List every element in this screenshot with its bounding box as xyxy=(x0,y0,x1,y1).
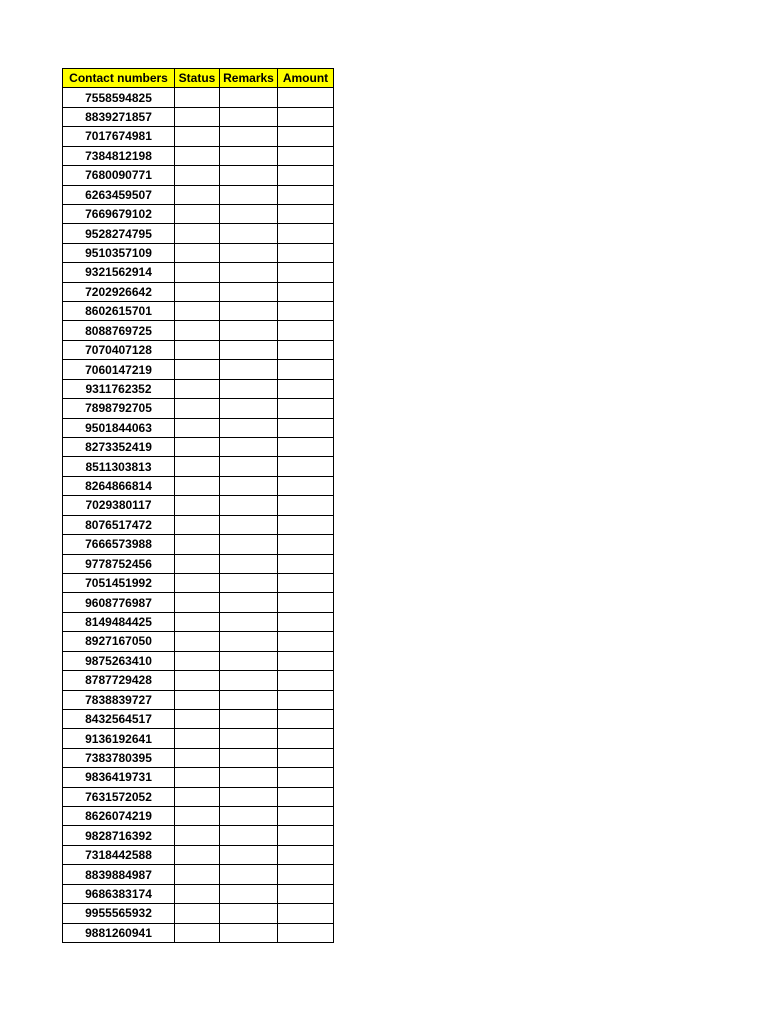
contact-number-cell[interactable]: 7383780395 xyxy=(63,748,175,767)
table-row xyxy=(63,496,334,515)
table-row xyxy=(63,224,334,243)
contact-number-cell[interactable]: 7202926642 xyxy=(63,282,175,301)
contact-number-cell[interactable]: 9321562914 xyxy=(63,263,175,282)
contact-number-cell[interactable]: 9686383174 xyxy=(63,884,175,903)
remarks-cell[interactable] xyxy=(220,379,278,398)
remarks-cell[interactable] xyxy=(220,709,278,728)
remarks-cell[interactable] xyxy=(220,826,278,845)
table-row xyxy=(63,146,334,165)
contact-number-cell[interactable]: 7017674981 xyxy=(63,127,175,146)
remarks-cell[interactable] xyxy=(220,340,278,359)
contact-number-cell[interactable]: 8927167050 xyxy=(63,632,175,651)
status-cell[interactable] xyxy=(175,340,220,359)
remarks-cell[interactable] xyxy=(220,282,278,301)
amount-cell[interactable] xyxy=(278,515,334,534)
contact-number-cell[interactable]: 8839271857 xyxy=(63,107,175,126)
status-cell[interactable] xyxy=(175,923,220,942)
table-row xyxy=(63,399,334,418)
status-cell[interactable] xyxy=(175,263,220,282)
remarks-cell[interactable] xyxy=(220,632,278,651)
amount-cell[interactable] xyxy=(278,243,334,262)
table-row xyxy=(63,865,334,884)
table-row xyxy=(63,185,334,204)
table-row xyxy=(63,476,334,495)
remarks-cell[interactable] xyxy=(220,748,278,767)
table-row xyxy=(63,515,334,534)
amount-cell[interactable] xyxy=(278,709,334,728)
contact-number-cell[interactable]: 7898792705 xyxy=(63,399,175,418)
remarks-cell[interactable] xyxy=(220,146,278,165)
amount-cell[interactable] xyxy=(278,884,334,903)
remarks-cell[interactable] xyxy=(220,302,278,321)
remarks-cell[interactable] xyxy=(220,399,278,418)
amount-cell[interactable] xyxy=(278,88,334,107)
amount-cell[interactable] xyxy=(278,807,334,826)
amount-cell[interactable] xyxy=(278,593,334,612)
remarks-cell[interactable] xyxy=(220,185,278,204)
table-row xyxy=(63,845,334,864)
contact-number-cell[interactable]: 7051451992 xyxy=(63,573,175,592)
amount-cell[interactable] xyxy=(278,185,334,204)
amount-cell[interactable] xyxy=(278,573,334,592)
contact-number-cell[interactable]: 8839884987 xyxy=(63,865,175,884)
status-cell[interactable] xyxy=(175,360,220,379)
table-row xyxy=(63,632,334,651)
amount-cell[interactable] xyxy=(278,496,334,515)
table-row xyxy=(63,166,334,185)
contact-number-cell[interactable]: 8432564517 xyxy=(63,709,175,728)
status-cell[interactable] xyxy=(175,554,220,573)
contact-number-cell[interactable]: 8264866814 xyxy=(63,476,175,495)
status-cell[interactable] xyxy=(175,379,220,398)
status-cell[interactable] xyxy=(175,709,220,728)
table-row xyxy=(63,923,334,942)
table-header xyxy=(63,69,334,88)
remarks-cell[interactable] xyxy=(220,263,278,282)
remarks-cell[interactable] xyxy=(220,535,278,554)
contact-number-cell[interactable]: 8511303813 xyxy=(63,457,175,476)
remarks-cell[interactable] xyxy=(220,923,278,942)
status-cell[interactable] xyxy=(175,865,220,884)
amount-cell[interactable] xyxy=(278,418,334,437)
contact-number-cell[interactable]: 7318442588 xyxy=(63,845,175,864)
amount-cell[interactable] xyxy=(278,476,334,495)
amount-cell[interactable] xyxy=(278,748,334,767)
contact-number-cell[interactable]: 7060147219 xyxy=(63,360,175,379)
contact-number-cell[interactable]: 7558594825 xyxy=(63,88,175,107)
table-row xyxy=(63,457,334,476)
header-amount: Amount xyxy=(278,69,334,88)
status-cell[interactable] xyxy=(175,593,220,612)
status-cell[interactable] xyxy=(175,321,220,340)
amount-cell[interactable] xyxy=(278,302,334,321)
contact-number-cell[interactable]: 8273352419 xyxy=(63,438,175,457)
status-cell[interactable] xyxy=(175,787,220,806)
remarks-cell[interactable] xyxy=(220,127,278,146)
remarks-cell[interactable] xyxy=(220,107,278,126)
table-row xyxy=(63,282,334,301)
table-row xyxy=(63,593,334,612)
remarks-cell[interactable] xyxy=(220,457,278,476)
contact-number-cell[interactable]: 7669679102 xyxy=(63,204,175,223)
remarks-cell[interactable] xyxy=(220,224,278,243)
remarks-cell[interactable] xyxy=(220,807,278,826)
status-cell[interactable] xyxy=(175,282,220,301)
status-cell[interactable] xyxy=(175,418,220,437)
status-cell[interactable] xyxy=(175,476,220,495)
contact-number-cell[interactable]: 9510357109 xyxy=(63,243,175,262)
header-row xyxy=(63,69,334,88)
contact-number-cell[interactable]: 9828716392 xyxy=(63,826,175,845)
header-status: Status xyxy=(175,69,220,88)
table-row xyxy=(63,88,334,107)
status-cell[interactable] xyxy=(175,204,220,223)
table-row xyxy=(63,204,334,223)
status-cell[interactable] xyxy=(175,185,220,204)
amount-cell[interactable] xyxy=(278,632,334,651)
status-cell[interactable] xyxy=(175,224,220,243)
table-row xyxy=(63,884,334,903)
contact-number-cell[interactable]: 8088769725 xyxy=(63,321,175,340)
table-row xyxy=(63,127,334,146)
contact-number-cell[interactable]: 7070407128 xyxy=(63,340,175,359)
status-cell[interactable] xyxy=(175,302,220,321)
remarks-cell[interactable] xyxy=(220,554,278,573)
amount-cell[interactable] xyxy=(278,826,334,845)
status-cell[interactable] xyxy=(175,826,220,845)
status-cell[interactable] xyxy=(175,127,220,146)
contact-number-cell[interactable]: 7029380117 xyxy=(63,496,175,515)
table-row xyxy=(63,729,334,748)
table-row xyxy=(63,340,334,359)
remarks-cell[interactable] xyxy=(220,204,278,223)
table-row xyxy=(63,379,334,398)
status-cell[interactable] xyxy=(175,535,220,554)
status-cell[interactable] xyxy=(175,88,220,107)
amount-cell[interactable] xyxy=(278,166,334,185)
remarks-cell[interactable] xyxy=(220,845,278,864)
contact-number-cell[interactable]: 7631572052 xyxy=(63,787,175,806)
header-remarks: Remarks xyxy=(220,69,278,88)
status-cell[interactable] xyxy=(175,515,220,534)
amount-cell[interactable] xyxy=(278,671,334,690)
table-row xyxy=(63,535,334,554)
status-cell[interactable] xyxy=(175,399,220,418)
table-row xyxy=(63,360,334,379)
contact-number-cell[interactable]: 7384812198 xyxy=(63,146,175,165)
status-cell[interactable] xyxy=(175,671,220,690)
amount-cell[interactable] xyxy=(278,923,334,942)
table-body xyxy=(63,88,334,943)
remarks-cell[interactable] xyxy=(220,787,278,806)
remarks-cell[interactable] xyxy=(220,729,278,748)
remarks-cell[interactable] xyxy=(220,904,278,923)
amount-cell[interactable] xyxy=(278,768,334,787)
status-cell[interactable] xyxy=(175,612,220,631)
table-row xyxy=(63,748,334,767)
remarks-cell[interactable] xyxy=(220,88,278,107)
amount-cell[interactable] xyxy=(278,535,334,554)
status-cell[interactable] xyxy=(175,632,220,651)
amount-cell[interactable] xyxy=(278,282,334,301)
status-cell[interactable] xyxy=(175,845,220,864)
status-cell[interactable] xyxy=(175,748,220,767)
contact-number-cell[interactable]: 7680090771 xyxy=(63,166,175,185)
contact-number-cell[interactable]: 9501844063 xyxy=(63,418,175,437)
amount-cell[interactable] xyxy=(278,204,334,223)
remarks-cell[interactable] xyxy=(220,671,278,690)
remarks-cell[interactable] xyxy=(220,690,278,709)
contact-number-cell[interactable]: 9778752456 xyxy=(63,554,175,573)
table-row xyxy=(63,690,334,709)
table-row xyxy=(63,787,334,806)
remarks-cell[interactable] xyxy=(220,612,278,631)
remarks-cell[interactable] xyxy=(220,438,278,457)
table-row xyxy=(63,302,334,321)
remarks-cell[interactable] xyxy=(220,360,278,379)
amount-cell[interactable] xyxy=(278,438,334,457)
remarks-cell[interactable] xyxy=(220,496,278,515)
contact-number-cell[interactable]: 9608776987 xyxy=(63,593,175,612)
contact-number-cell[interactable]: 9875263410 xyxy=(63,651,175,670)
table-row xyxy=(63,768,334,787)
status-cell[interactable] xyxy=(175,496,220,515)
status-cell[interactable] xyxy=(175,107,220,126)
table-row xyxy=(63,612,334,631)
status-cell[interactable] xyxy=(175,457,220,476)
status-cell[interactable] xyxy=(175,690,220,709)
amount-cell[interactable] xyxy=(278,457,334,476)
status-cell[interactable] xyxy=(175,807,220,826)
contact-sheet-table xyxy=(62,68,334,943)
table-row xyxy=(63,651,334,670)
remarks-cell[interactable] xyxy=(220,166,278,185)
table-row xyxy=(63,671,334,690)
contact-number-cell[interactable]: 9955565932 xyxy=(63,904,175,923)
amount-cell[interactable] xyxy=(278,904,334,923)
amount-cell[interactable] xyxy=(278,729,334,748)
remarks-cell[interactable] xyxy=(220,515,278,534)
status-cell[interactable] xyxy=(175,904,220,923)
table-row xyxy=(63,573,334,592)
table-row xyxy=(63,418,334,437)
status-cell[interactable] xyxy=(175,651,220,670)
status-cell[interactable] xyxy=(175,438,220,457)
contact-number-cell[interactable]: 8626074219 xyxy=(63,807,175,826)
table-row xyxy=(63,554,334,573)
status-cell[interactable] xyxy=(175,573,220,592)
remarks-cell[interactable] xyxy=(220,651,278,670)
status-cell[interactable] xyxy=(175,166,220,185)
amount-cell[interactable] xyxy=(278,865,334,884)
remarks-cell[interactable] xyxy=(220,418,278,437)
amount-cell[interactable] xyxy=(278,399,334,418)
status-cell[interactable] xyxy=(175,729,220,748)
contact-number-cell[interactable]: 8602615701 xyxy=(63,302,175,321)
table-row xyxy=(63,904,334,923)
header-contact-numbers: Contact numbers xyxy=(63,69,175,88)
amount-cell[interactable] xyxy=(278,379,334,398)
contact-number-cell[interactable]: 8787729428 xyxy=(63,671,175,690)
contact-number-cell[interactable]: 7838839727 xyxy=(63,690,175,709)
table-row xyxy=(63,807,334,826)
table-row xyxy=(63,826,334,845)
remarks-cell[interactable] xyxy=(220,573,278,592)
table-row xyxy=(63,263,334,282)
contact-number-cell[interactable]: 9136192641 xyxy=(63,729,175,748)
contact-number-cell[interactable]: 9881260941 xyxy=(63,923,175,942)
table-row xyxy=(63,438,334,457)
contact-number-cell[interactable]: 6263459507 xyxy=(63,185,175,204)
amount-cell[interactable] xyxy=(278,340,334,359)
amount-cell[interactable] xyxy=(278,321,334,340)
amount-cell[interactable] xyxy=(278,612,334,631)
table-row xyxy=(63,321,334,340)
table-row xyxy=(63,243,334,262)
status-cell[interactable] xyxy=(175,884,220,903)
remarks-cell[interactable] xyxy=(220,243,278,262)
amount-cell[interactable] xyxy=(278,146,334,165)
remarks-cell[interactable] xyxy=(220,593,278,612)
amount-cell[interactable] xyxy=(278,127,334,146)
amount-cell[interactable] xyxy=(278,845,334,864)
table-row xyxy=(63,709,334,728)
status-cell[interactable] xyxy=(175,768,220,787)
amount-cell[interactable] xyxy=(278,554,334,573)
amount-cell[interactable] xyxy=(278,651,334,670)
remarks-cell[interactable] xyxy=(220,476,278,495)
remarks-cell[interactable] xyxy=(220,884,278,903)
status-cell[interactable] xyxy=(175,146,220,165)
table-row xyxy=(63,107,334,126)
amount-cell[interactable] xyxy=(278,224,334,243)
amount-cell[interactable] xyxy=(278,690,334,709)
contact-number-cell[interactable]: 8076517472 xyxy=(63,515,175,534)
remarks-cell[interactable] xyxy=(220,768,278,787)
contact-number-cell[interactable]: 7666573988 xyxy=(63,535,175,554)
amount-cell[interactable] xyxy=(278,360,334,379)
contact-number-cell[interactable]: 9528274795 xyxy=(63,224,175,243)
amount-cell[interactable] xyxy=(278,787,334,806)
amount-cell[interactable] xyxy=(278,263,334,282)
status-cell[interactable] xyxy=(175,243,220,262)
remarks-cell[interactable] xyxy=(220,865,278,884)
contact-number-cell[interactable]: 9311762352 xyxy=(63,379,175,398)
contact-number-cell[interactable]: 9836419731 xyxy=(63,768,175,787)
remarks-cell[interactable] xyxy=(220,321,278,340)
contact-number-cell[interactable]: 8149484425 xyxy=(63,612,175,631)
amount-cell[interactable] xyxy=(278,107,334,126)
